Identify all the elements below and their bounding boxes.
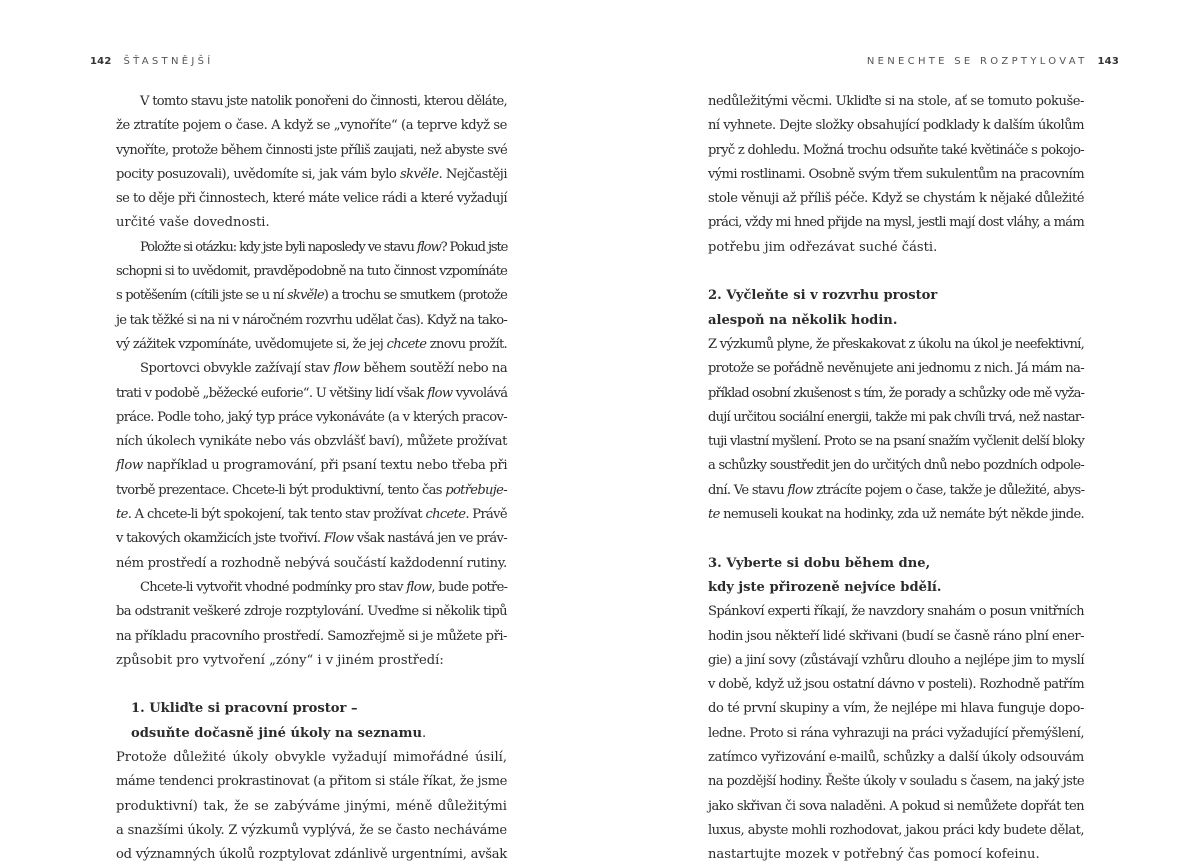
text-line: Chcete-li vytvořit vhodné podmínky pro stav flow, bude potře-: [140, 579, 508, 595]
heading-line: kdy jste přirozeně nejvíce bdělí.: [708, 579, 942, 595]
text-line: na příkladu pracovního prostředí. Samozřejmě si je můžete při-: [116, 628, 507, 644]
text-line: jako skřivan či sova naladěni. A pokud si nemůžete dopřát ten: [708, 798, 1085, 814]
text-line: máme tendenci prokrastinovat (a přitom si stále říkat, že jsme: [116, 774, 507, 790]
heading-line: alespoň na několik hodin.: [708, 312, 898, 328]
text-line: luxus, abyste mohli rozhodovat, jakou práci kdy budete dělat,: [708, 822, 1084, 838]
heading-line-text: odsuňte dočasně jiné úkoly na seznamu: [131, 725, 423, 741]
running-head-title: ŠŤASTNĚJŠÍ: [123, 56, 214, 67]
right-body-text: [708, 90, 1084, 868]
text-line: Spánkoví experti říkají, že navzdory snahám o posun vnitřních: [708, 604, 1084, 620]
heading-line: 1. Ukliďte si pracovní prostor –: [131, 701, 358, 717]
text-line: příklad osobní zkušenost s tím, že porady a schůzky ode mě vyža-: [708, 385, 1084, 401]
emphasis: chcete: [425, 507, 466, 523]
section-heading-3: [708, 552, 1084, 601]
text-line: ledne. Proto si rána vyhrazuji na práci vyžadující přemýšlení,: [708, 725, 1084, 741]
text-line: je tak těžké si na ni v náročném rozvrhu udělat čas). Když na tako-: [116, 312, 507, 328]
text-line: nedůležitými věcmi. Ukliďte si na stole, ať se tomuto pokuše-: [708, 94, 1084, 109]
text-line: Položte si otázku: kdy jste byli naposledy ve stavu flow? Pokud jste: [140, 239, 508, 255]
text-line: Protože důležité úkoly obvykle vyžadují mimořádné úsilí,: [116, 750, 507, 766]
text-line: flow například u programování, při psaní textu nebo třeba při: [116, 458, 508, 474]
text-line: práci, vždy mi hned přijde na mysl, jestli mají dost vláhy, a mám: [708, 215, 1084, 231]
emphasis: Flow: [323, 531, 354, 547]
paragraph: [116, 357, 507, 576]
text-line: pocity posuzovali), uvědomíte si, jak vám bylo skvěle. Nejčastěji: [116, 166, 507, 182]
text-line: hodin jsou někteří lidé skřivani (budí se časně ráno plní ener-: [708, 628, 1084, 644]
text-line: a schůzky soustředit jen do určitých dnů nebo pozdních odpole-: [708, 458, 1084, 474]
paragraph: [116, 236, 507, 357]
paragraph: [116, 576, 507, 673]
page-number: 143: [1097, 56, 1119, 67]
emphasis: chcete: [386, 336, 427, 352]
text-line: se to děje při činnostech, které máte velice rádi a které vyžadují: [116, 191, 507, 207]
text-line: do té první skupiny a vím, že nejlépe mi hlava funguje dopo-: [708, 701, 1084, 717]
text-line: potřebu jim odřezávat suché části.: [708, 239, 938, 255]
section-heading-2: [708, 284, 1084, 333]
text-line: vými rostlinami. Osobně svým třem sukulentům na pracovním: [708, 166, 1085, 182]
emphasis: flow: [787, 482, 813, 498]
text-line: od významných úkolů rozptylovat zdánlivě urgentními, avšak: [116, 847, 507, 863]
text-line: tvorbě prezentace. Chcete-li být produktivní, tento čas potřebuje-: [116, 482, 507, 498]
emphasis: skvěle: [287, 288, 324, 304]
paragraph: [708, 90, 1084, 260]
text-line: te nemuseli koukat na hodinky, zda už nemáte být někde jinde.: [708, 507, 1085, 523]
text-line: způsobit pro vytvoření „zóny“ i v jiném prostředí:: [116, 652, 444, 668]
text-line: ba odstranit veškeré zdroje rozptylování. Uveďme si několik tipů: [116, 604, 507, 620]
text-line: schopni si to uvědomit, pravděpodobně na tuto činnost vzpomínáte: [116, 264, 507, 280]
text-line: ní vyhnete. Dejte složky obsahující podklady k dalším úkolům: [708, 118, 1084, 134]
emphasis: skvěle: [399, 166, 439, 182]
running-head-title: NENECHTE SE ROZPTYLOVAT: [866, 56, 1088, 67]
text-line: V tomto stavu jste natolik ponořeni do činnosti, kterou děláte,: [140, 94, 507, 109]
emphasis: flow: [416, 239, 441, 255]
text-line: tuji vlastní myšlení. Proto se na psaní snažím vyčlenit delší bloky: [708, 434, 1084, 450]
text-line: zatímco vyřizování e-mailů, schůzky a další úkoly odsouvám: [708, 750, 1084, 766]
emphasis: flow: [406, 579, 432, 595]
heading-line: [131, 722, 507, 746]
text-line: že ztratíte pojem o čase. A když se „vynoříte“ (a teprve když se: [116, 118, 507, 134]
emphasis: te: [116, 507, 128, 523]
emphasis: te: [708, 507, 720, 523]
text-line: v takových okamžicích jste tvořiví. Flow však nastává jen ve práv-: [116, 531, 507, 547]
text-line: Z výzkumů plyne, že přeskakovat z úkolu na úkol je neefektivní,: [708, 336, 1084, 352]
running-head-right: [867, 56, 1119, 68]
heading-period: .: [422, 725, 427, 741]
text-line: s potěšením (cítili jste se u ní skvěle) a trochu se smutkem (protože: [116, 288, 507, 304]
emphasis: potřebuje-: [445, 482, 507, 498]
paragraph: [116, 90, 507, 236]
text-line: pryč z dohledu. Možná trochu odsuňte také květináče s pokojo-: [708, 142, 1084, 158]
text-line: ném prostředí a rozhodně nebývá součástí každodenní rutiny.: [116, 555, 507, 571]
emphasis: flow: [333, 361, 360, 377]
text-line: produktivní) tak, že se zabýváme jinými, méně důležitými: [116, 798, 507, 814]
left-body-text: [116, 90, 507, 868]
text-line: dní. Ve stavu flow ztrácíte pojem o čase, takže je důležité, abys-: [708, 482, 1085, 498]
text-line: Sportovci obvykle zažívají stav flow během soutěží nebo na: [140, 361, 508, 377]
running-head-left: [90, 56, 214, 68]
emphasis: flow: [116, 458, 143, 474]
text-line: na pozdější hodiny. Řešte úkoly v souladu s časem, na jaký jste: [708, 774, 1085, 790]
text-line: vý zážitek vzpomínáte, uvědomujete si, že jej chcete znovu prožít.: [116, 336, 508, 352]
right-page: [600, 0, 1200, 863]
left-page: [0, 0, 600, 863]
text-line: a snazšími úkoly. Z výzkumů vyplývá, že se často necháváme: [116, 822, 507, 838]
text-line: trati v podobě „běžecké euforie“. U většiny lidí však flow vyvolává: [116, 385, 508, 401]
text-line: vynoříte, protože během činnosti jste příliš zaujati, než abyste své: [116, 142, 507, 158]
text-line: v době, když už jsou ostatní dávno v posteli). Rozhodně patřím: [708, 677, 1084, 693]
text-line: dují určitou sociální energii, takže mi pak chvíli trvá, než nastar-: [708, 409, 1084, 425]
text-line: gie) a jiní sovy (zůstávají vzhůru dlouho a nejlépe jim to myslí: [708, 652, 1084, 668]
text-line: ních úkolech vynikáte nebo vás obzvlášť baví), můžete prožívat: [116, 434, 507, 450]
section-3-body: [708, 600, 1084, 867]
heading-line: 2. Vyčleňte si v rozvrhu prostor: [708, 288, 938, 304]
section-1-body: [116, 746, 507, 867]
text-line: stole věnuji až příliš péče. Když se chystám k nějaké důležité: [708, 191, 1084, 207]
emphasis: flow: [427, 385, 453, 401]
text-line: určité vaše dovednosti.: [116, 215, 270, 231]
text-line: nastartujte mozek v potřebný čas pomocí kofeinu.: [708, 847, 1040, 863]
text-line: te. A chcete-li být spokojení, tak tento stav prožívat chcete. Právě: [116, 507, 507, 523]
section-2-body: [708, 333, 1084, 527]
text-line: práce. Podle toho, jaký typ práce vykonáváte (a v kterých pracov-: [116, 409, 507, 425]
text-line: protože se pořádně nevěnujete ani jednomu z nich. Já mám na-: [708, 361, 1084, 377]
section-heading-1: [116, 697, 507, 746]
page-number: 142: [90, 56, 112, 67]
heading-line: 3. Vyberte si dobu během dne,: [708, 555, 931, 571]
